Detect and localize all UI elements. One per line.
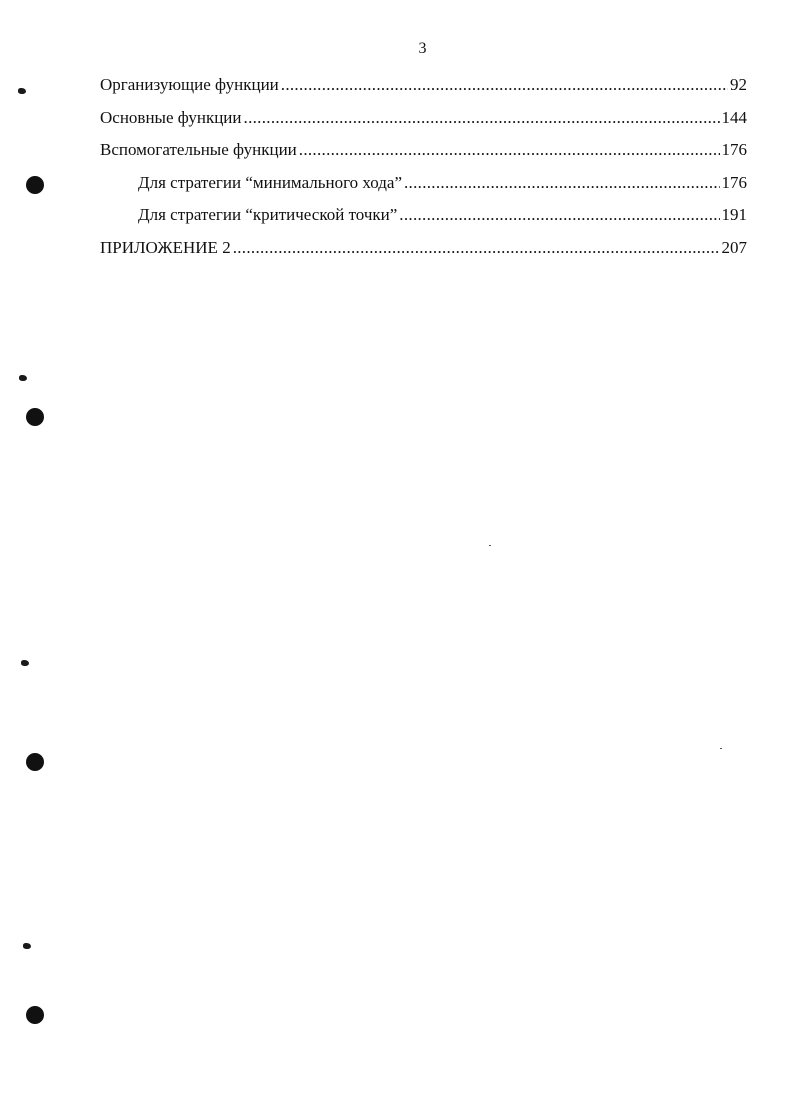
scan-speck	[19, 375, 27, 381]
toc-dot-leader	[299, 134, 720, 167]
toc-entry-page: 207	[721, 237, 747, 257]
table-of-contents	[100, 69, 747, 264]
binder-hole	[26, 753, 44, 771]
toc-entry-main-functions	[100, 102, 747, 135]
toc-entry-minimal-move-strategy	[100, 167, 747, 200]
binder-hole	[26, 408, 44, 426]
toc-entry-page: 176	[721, 140, 747, 159]
toc-entry-appendix-2	[100, 232, 747, 265]
scan-dust	[489, 545, 491, 546]
toc-entry-page: 191	[721, 205, 747, 224]
binder-hole	[26, 176, 44, 194]
toc-entry-title: Вспомогательные функции	[100, 140, 297, 159]
toc-entry-title: ПРИЛОЖЕНИЕ 2	[100, 237, 231, 257]
toc-entry-page: 176	[721, 172, 747, 192]
toc-dot-leader	[399, 199, 719, 232]
toc-entry-page: 92	[730, 75, 747, 94]
scan-speck	[21, 660, 29, 666]
toc-entry-page: 144	[721, 107, 747, 127]
toc-entry-title: Для стратегии “минимального хода”	[138, 172, 402, 192]
toc-entry-critical-point-strategy	[100, 199, 747, 232]
toc-dot-leader	[404, 167, 720, 200]
scan-speck	[18, 88, 26, 94]
toc-entry-organizing-functions	[100, 69, 747, 102]
toc-entry-title: Основные функции	[100, 107, 242, 127]
toc-entry-title: Организующие функции	[100, 75, 279, 94]
toc-dot-leader	[233, 232, 720, 265]
toc-dot-leader	[244, 102, 720, 135]
page-number: 3	[418, 40, 427, 57]
binder-hole	[26, 1006, 44, 1024]
toc-dot-leader	[281, 69, 728, 102]
toc-entry-title: Для стратегии “критической точки”	[138, 205, 398, 224]
scan-dust	[720, 748, 722, 749]
toc-entry-auxiliary-functions	[100, 134, 747, 167]
scan-speck	[23, 943, 31, 949]
